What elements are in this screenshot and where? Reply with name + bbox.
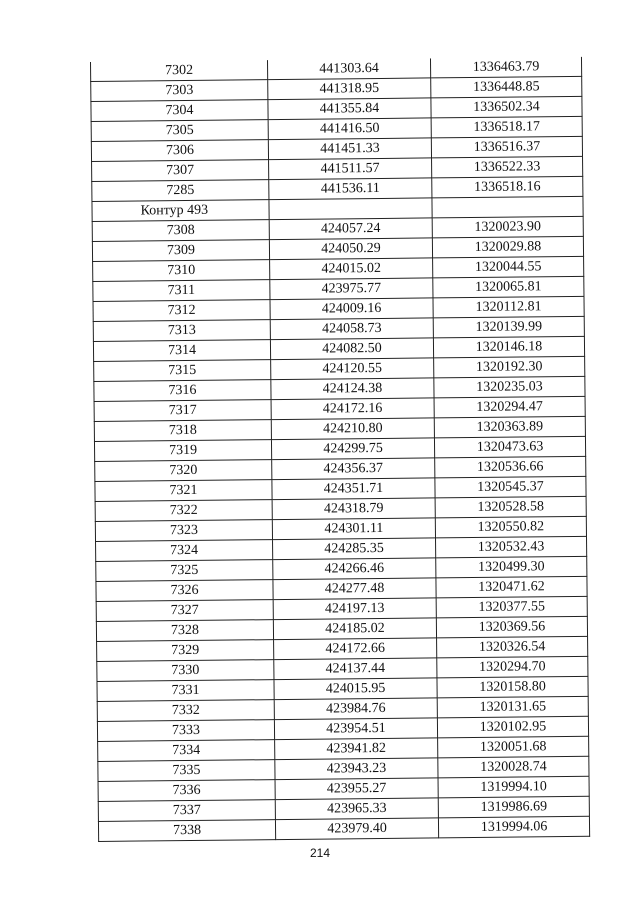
point-number-cell: 7317 xyxy=(94,400,271,422)
x-coordinate-cell: 441536.11 xyxy=(269,178,432,200)
point-number-cell: 7318 xyxy=(94,420,271,442)
y-coordinate-cell: 1320536.66 xyxy=(435,456,586,478)
point-number-cell: 7332 xyxy=(97,700,274,722)
x-coordinate-cell: 424285.35 xyxy=(273,538,436,560)
point-number-cell: 7306 xyxy=(91,140,268,162)
point-number-cell: 7319 xyxy=(94,440,271,462)
y-coordinate-cell: 1320158.80 xyxy=(437,676,588,698)
x-coordinate-cell: 441355.84 xyxy=(268,98,431,120)
point-number-cell: 7326 xyxy=(96,580,273,602)
x-coordinate-cell: 423954.51 xyxy=(274,718,437,740)
x-coordinate-cell: 424266.46 xyxy=(273,558,436,580)
point-number-cell: 7337 xyxy=(98,800,275,822)
point-number-cell: 7313 xyxy=(93,320,270,342)
point-number-cell: 7320 xyxy=(95,460,272,482)
x-coordinate-cell: 424210.80 xyxy=(271,418,434,440)
x-coordinate-cell: 423975.77 xyxy=(270,278,433,300)
y-coordinate-cell: 1336518.17 xyxy=(431,116,582,138)
point-number-cell: 7305 xyxy=(91,120,268,142)
y-coordinate-cell: 1320471.62 xyxy=(436,576,587,598)
point-number-cell: 7307 xyxy=(92,160,269,182)
x-coordinate-cell: 423941.82 xyxy=(275,738,438,760)
y-coordinate-cell: 1336448.85 xyxy=(431,76,582,98)
y-coordinate-cell: 1320473.63 xyxy=(434,436,585,458)
x-coordinate-cell: 424058.73 xyxy=(270,318,433,340)
y-coordinate-cell: 1320112.81 xyxy=(433,296,584,318)
y-coordinate-cell: 1336516.37 xyxy=(431,136,582,158)
x-coordinate-cell: 424057.24 xyxy=(269,218,432,240)
x-coordinate-cell: 441451.33 xyxy=(268,138,431,160)
x-coordinate-cell: 424172.66 xyxy=(274,638,437,660)
point-number-cell: 7310 xyxy=(93,260,270,282)
x-coordinate-cell: 424356.37 xyxy=(272,458,435,480)
coordinates-table xyxy=(90,57,590,842)
y-coordinate-cell: 1320369.56 xyxy=(436,616,587,638)
x-coordinate-cell: 423943.23 xyxy=(275,758,438,780)
y-coordinate-cell: 1336463.79 xyxy=(430,57,581,78)
point-number-cell: 7331 xyxy=(97,680,274,702)
x-coordinate-cell: 424082.50 xyxy=(270,338,433,360)
point-number-cell: 7325 xyxy=(96,560,273,582)
empty-cell xyxy=(269,198,432,220)
x-coordinate-cell: 441303.64 xyxy=(267,58,430,79)
y-coordinate-cell: 1320192.30 xyxy=(434,356,585,378)
x-coordinate-cell: 424120.55 xyxy=(271,358,434,380)
page-number: 214 xyxy=(309,846,331,860)
x-coordinate-cell: 441318.95 xyxy=(268,78,431,100)
y-coordinate-cell: 1319994.10 xyxy=(438,776,589,798)
coordinates-table-body xyxy=(90,57,589,842)
point-number-cell: 7338 xyxy=(98,820,275,842)
x-coordinate-cell: 423979.40 xyxy=(275,818,438,840)
x-coordinate-cell: 424351.71 xyxy=(272,478,435,500)
y-coordinate-cell: 1320065.81 xyxy=(433,276,584,298)
y-coordinate-cell: 1320294.47 xyxy=(434,396,585,418)
y-coordinate-cell: 1320102.95 xyxy=(437,716,588,738)
point-number-cell: 7322 xyxy=(95,500,272,522)
point-number-cell: 7324 xyxy=(96,540,273,562)
x-coordinate-cell: 424137.44 xyxy=(274,658,437,680)
point-number-cell: 7302 xyxy=(90,60,267,81)
point-number-cell: 7303 xyxy=(91,80,268,102)
x-coordinate-cell: 424299.75 xyxy=(271,438,434,460)
point-number-cell: 7304 xyxy=(91,100,268,122)
x-coordinate-cell: 441416.50 xyxy=(268,118,431,140)
point-number-cell: 7321 xyxy=(95,480,272,502)
x-coordinate-cell: 424172.16 xyxy=(271,398,434,420)
x-coordinate-cell: 423984.76 xyxy=(274,698,437,720)
point-number-cell: 7333 xyxy=(97,720,274,742)
x-coordinate-cell: 441511.57 xyxy=(269,158,432,180)
point-number-cell: 7334 xyxy=(98,740,275,762)
y-coordinate-cell: 1319994.06 xyxy=(438,816,589,838)
y-coordinate-cell: 1320545.37 xyxy=(435,476,586,498)
y-coordinate-cell: 1320023.90 xyxy=(432,216,583,238)
x-coordinate-cell: 424197.13 xyxy=(273,598,436,620)
point-number-cell: 7330 xyxy=(97,660,274,682)
x-coordinate-cell: 423965.33 xyxy=(275,798,438,820)
point-number-cell: 7327 xyxy=(96,600,273,622)
x-coordinate-cell: 424185.02 xyxy=(273,618,436,640)
x-coordinate-cell: 424318.79 xyxy=(272,498,435,520)
point-number-cell: 7328 xyxy=(96,620,273,642)
y-coordinate-cell: 1320550.82 xyxy=(435,516,586,538)
y-coordinate-cell: 1336502.34 xyxy=(431,96,582,118)
point-number-cell: 7323 xyxy=(95,520,272,542)
y-coordinate-cell: 1320363.89 xyxy=(434,416,585,438)
point-number-cell: 7329 xyxy=(97,640,274,662)
x-coordinate-cell: 424050.29 xyxy=(269,238,432,260)
point-number-cell: 7335 xyxy=(98,760,275,782)
point-number-cell: 7285 xyxy=(92,180,269,202)
y-coordinate-cell: 1319986.69 xyxy=(438,796,589,818)
point-number-cell: 7308 xyxy=(92,220,269,242)
point-number-cell: 7309 xyxy=(92,240,269,262)
contour-label: Контур 493 xyxy=(92,200,269,222)
x-coordinate-cell: 424124.38 xyxy=(271,378,434,400)
coordinates-table-container xyxy=(90,57,586,842)
y-coordinate-cell: 1320139.99 xyxy=(433,316,584,338)
empty-cell xyxy=(432,196,583,218)
y-coordinate-cell: 1320235.03 xyxy=(434,376,585,398)
y-coordinate-cell: 1336522.33 xyxy=(432,156,583,178)
y-coordinate-cell: 1320528.58 xyxy=(435,496,586,518)
y-coordinate-cell: 1320146.18 xyxy=(433,336,584,358)
x-coordinate-cell: 424277.48 xyxy=(273,578,436,600)
x-coordinate-cell: 424009.16 xyxy=(270,298,433,320)
x-coordinate-cell: 423955.27 xyxy=(275,778,438,800)
y-coordinate-cell: 1320044.55 xyxy=(433,256,584,278)
point-number-cell: 7336 xyxy=(98,780,275,802)
x-coordinate-cell: 424015.02 xyxy=(270,258,433,280)
y-coordinate-cell: 1320131.65 xyxy=(437,696,588,718)
y-coordinate-cell: 1320029.88 xyxy=(432,236,583,258)
point-number-cell: 7312 xyxy=(93,300,270,322)
y-coordinate-cell: 1320051.68 xyxy=(438,736,589,758)
y-coordinate-cell: 1320326.54 xyxy=(437,636,588,658)
y-coordinate-cell: 1320028.74 xyxy=(438,756,589,778)
y-coordinate-cell: 1320532.43 xyxy=(436,536,587,558)
point-number-cell: 7314 xyxy=(93,340,270,362)
y-coordinate-cell: 1336518.16 xyxy=(432,176,583,198)
y-coordinate-cell: 1320499.30 xyxy=(436,556,587,578)
y-coordinate-cell: 1320294.70 xyxy=(437,656,588,678)
x-coordinate-cell: 424015.95 xyxy=(274,678,437,700)
point-number-cell: 7316 xyxy=(94,380,271,402)
point-number-cell: 7315 xyxy=(94,360,271,382)
y-coordinate-cell: 1320377.55 xyxy=(436,596,587,618)
point-number-cell: 7311 xyxy=(93,280,270,302)
x-coordinate-cell: 424301.11 xyxy=(272,518,435,540)
